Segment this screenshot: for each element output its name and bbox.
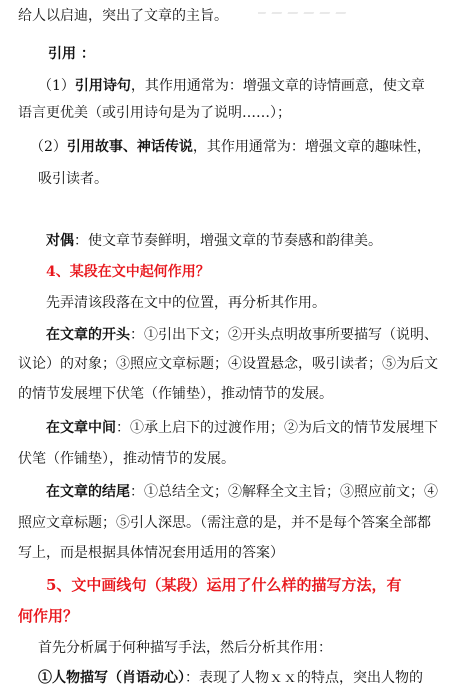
text-line: 语言更优美（或引用诗句是为了说明……）；: [18, 105, 291, 121]
list-number: （2）: [30, 139, 67, 155]
text-segment: ：①引出下文；②开头点明故事所要描写（说明、: [130, 327, 438, 343]
question-heading-5-cont: 何作用？: [18, 607, 79, 625]
text-line: [46, 231, 382, 251]
list-number: （1）: [38, 78, 75, 94]
watermark: [258, 0, 378, 14]
text-segment: ：①总结全文；②解释全文主旨；③照应前文；④: [130, 484, 438, 500]
bold-term: 对偶: [46, 233, 74, 249]
text-line: 吸引读者。: [38, 171, 108, 187]
text-line: [46, 418, 438, 438]
section-label-quote: 引用 ：: [48, 46, 95, 62]
text-line: [38, 76, 425, 96]
bold-term: ①人物描写（肖语动心）: [38, 670, 185, 686]
text-segment: ：①承上启下的过渡作用；②为后文的情节发展埋下: [116, 420, 438, 436]
text-line: 议论）的对象；③照应文章标题；④设置悬念，吸引读者；⑤为后文: [18, 356, 438, 372]
text-line: 照应文章标题；⑤引人深思。（需注意的是，并不是每个答案全部都: [18, 515, 431, 531]
question-heading-5: 5、文中画线句（某段）运用了什么样的描写方法，有: [46, 576, 402, 594]
text-line: [30, 137, 431, 157]
bold-term: 引用故事、神话传说: [66, 139, 193, 155]
text-line: 写上，而是根据具体情况套用适用的答案）: [18, 545, 284, 561]
text-line: 伏笔（作铺垫），推动情节的发展。: [18, 451, 235, 467]
bold-term: 在文章的结尾: [46, 484, 130, 500]
text-line: 先弄清该段落在文中的位置，再分析其作用。: [46, 295, 326, 311]
text-line: [46, 325, 438, 345]
bold-term: 在文章中间: [46, 420, 116, 436]
question-heading-4: 4、某段在文中起何作用？: [46, 264, 210, 280]
text-line: [46, 482, 438, 502]
bold-term: 在文章的开头: [46, 327, 130, 343]
text-segment: ，其作用通常为：增强文章的诗情画意，使文章: [130, 78, 425, 94]
bold-term: 引用诗句: [74, 78, 131, 94]
text-segment: ：表现了人物ｘｘ的特点，突出人物的: [185, 670, 423, 686]
text-line: [38, 668, 423, 688]
text-segment: ，其作用通常为：增强文章的趣味性，: [192, 139, 431, 155]
text-segment: ：使文章节奏鲜明，增强文章的节奏感和韵律美。: [74, 233, 382, 249]
text-line: 给人以启迪，突出了文章的主旨。: [18, 8, 228, 24]
text-line: 首先分析属于何种描写手法，然后分析其作用：: [38, 640, 332, 656]
text-line: 的情节发展埋下伏笔（作铺垫），推动情节的发展。: [18, 386, 333, 402]
